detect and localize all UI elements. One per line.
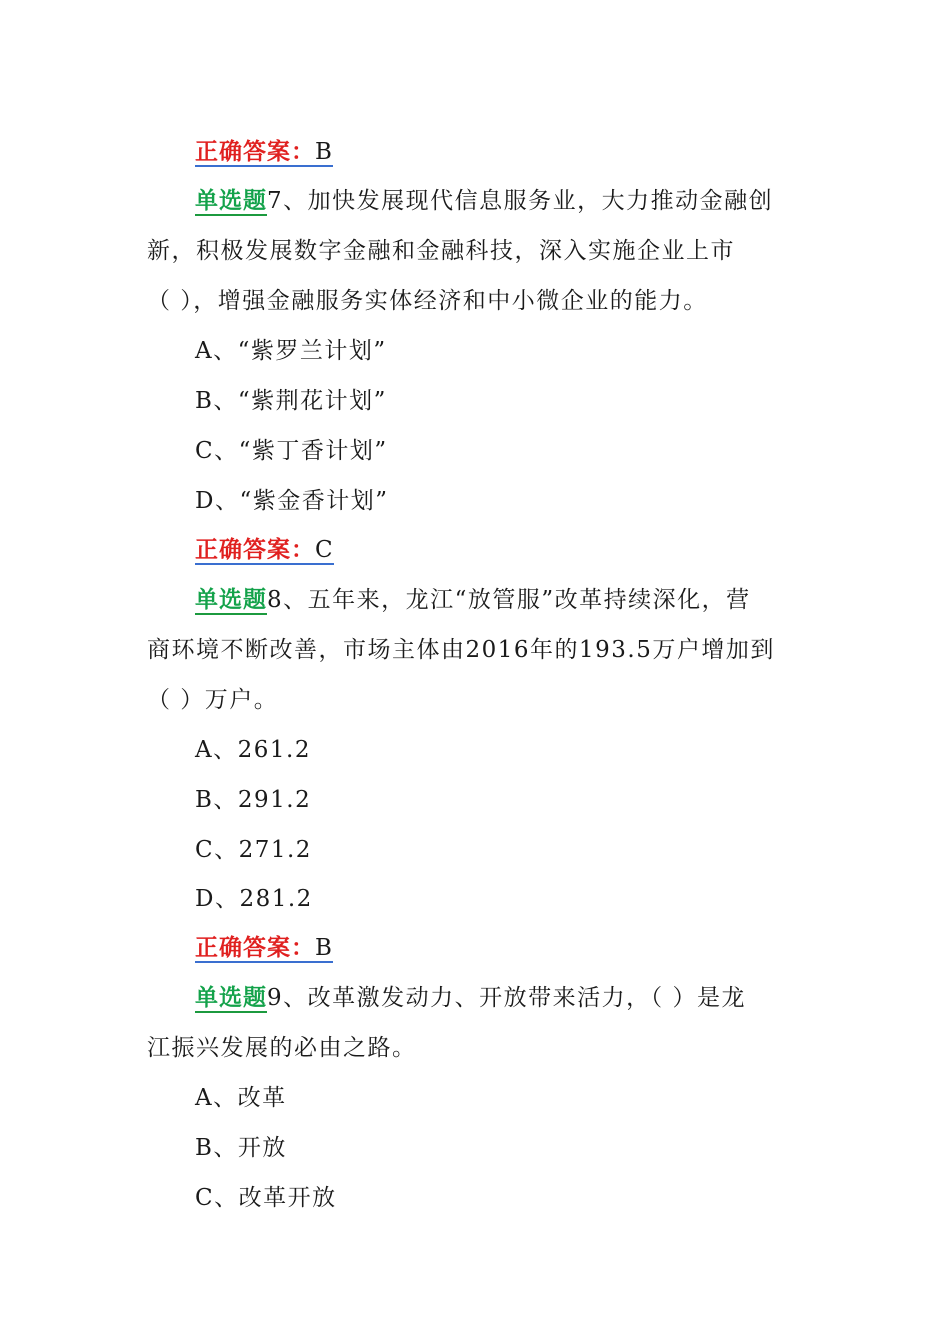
answer-line-8 — [195, 933, 333, 963]
question-8-line-2: 商环境不断改善，市场主体由2016年的193.5万户增加到 — [147, 637, 775, 663]
question-7-line-1 — [195, 186, 773, 216]
question-8-line-1 — [195, 585, 751, 615]
question-7-line-3: （ ），增强金融服务实体经济和中小微企业的能力。 — [147, 288, 708, 314]
option-d: D、“紫金香计划” — [195, 488, 389, 514]
answer-value: B — [315, 935, 334, 961]
answer-line-6 — [195, 137, 333, 167]
question-8-line-3: （ ）万户。 — [147, 687, 279, 713]
option-c: C、“紫丁香计划” — [195, 438, 388, 464]
question-text: 9、改革激发动力、开放带来活力，（ ）是龙 — [267, 985, 746, 1011]
option-b: B、开放 — [195, 1135, 287, 1161]
option-b: B、“紫荆花计划” — [195, 388, 387, 414]
option-a: A、261.2 — [195, 737, 311, 763]
question-type-label: 单选题 — [195, 188, 267, 214]
option-a: A、改革 — [195, 1085, 287, 1111]
question-text: 7、加快发展现代信息服务业，大力推动金融创 — [267, 188, 774, 214]
question-9-line-1 — [195, 983, 746, 1013]
question-text: 8、五年来，龙江“放管服”改革持续深化，营 — [267, 587, 751, 613]
answer-value: C — [315, 537, 335, 563]
answer-value: B — [315, 139, 334, 165]
option-a: A、“紫罗兰计划” — [195, 338, 387, 364]
option-c: C、271.2 — [195, 837, 312, 863]
question-type-label: 单选题 — [195, 587, 267, 613]
answer-label: 正确答案： — [195, 935, 315, 961]
question-9-line-2: 江振兴发展的必由之路。 — [147, 1035, 417, 1061]
answer-label: 正确答案： — [195, 139, 315, 165]
question-type-label: 单选题 — [195, 985, 267, 1011]
answer-line-7 — [195, 535, 334, 565]
option-c: C、改革开放 — [195, 1185, 337, 1211]
answer-label: 正确答案： — [195, 537, 315, 563]
question-7-line-2: 新，积极发展数字金融和金融科技，深入实施企业上市 — [147, 238, 735, 264]
option-b: B、291.2 — [195, 787, 312, 813]
option-d: D、281.2 — [195, 886, 313, 912]
